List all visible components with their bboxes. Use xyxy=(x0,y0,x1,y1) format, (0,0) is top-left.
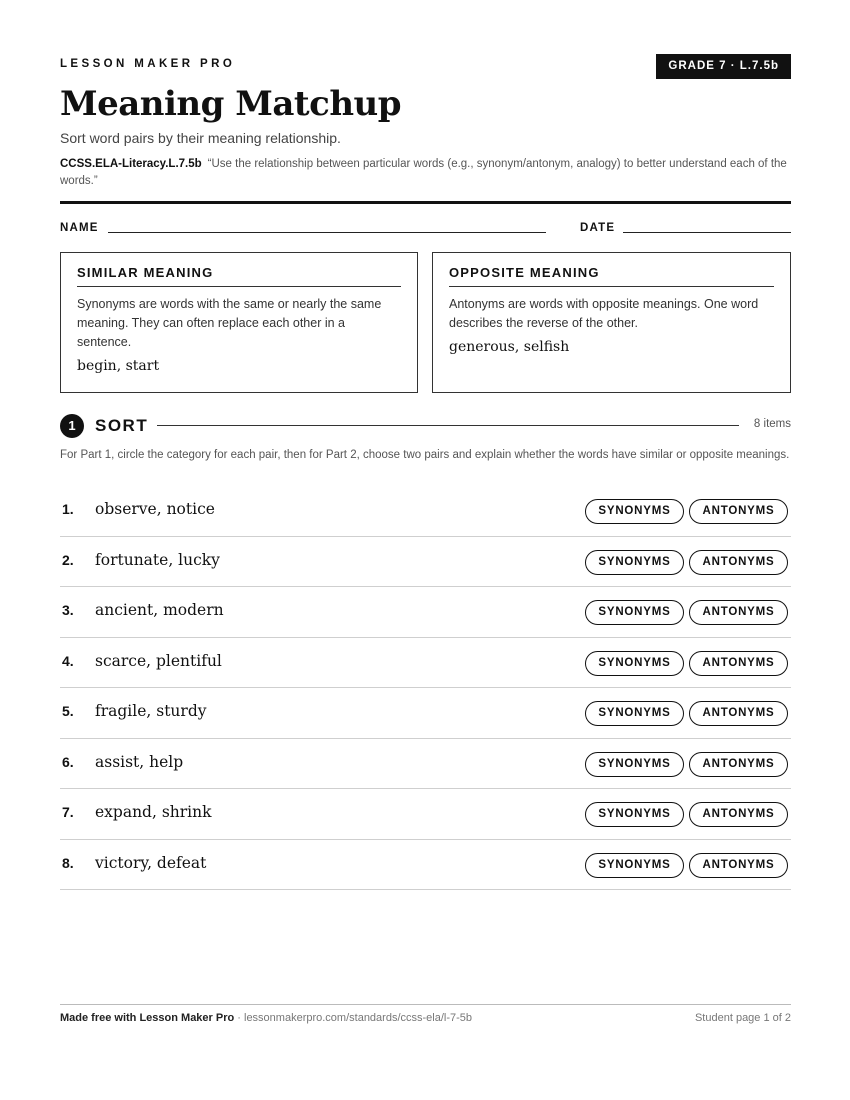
similar-meaning-title: SIMILAR MEANING xyxy=(77,265,401,287)
footer-url: · lessonmakerpro.com/standards/ccss-ela/l-7-5b xyxy=(234,1012,473,1024)
footer-credit xyxy=(60,1012,472,1024)
antonyms-option[interactable]: ANTONYMS xyxy=(689,651,788,676)
word-pair: ancient, modern xyxy=(95,601,224,619)
antonyms-option[interactable]: ANTONYMS xyxy=(689,499,788,524)
grade-badge: GRADE 7 · L.7.5b xyxy=(656,54,791,79)
word-pair: observe, notice xyxy=(95,500,215,518)
item-number: 4. xyxy=(62,652,74,669)
word-pair: fortunate, lucky xyxy=(95,550,220,569)
opposite-meaning-title: OPPOSITE MEANING xyxy=(449,265,774,287)
synonyms-option[interactable]: SYNONYMS xyxy=(585,600,684,625)
standard-text: “Use the relationship between particular words (e.g., synonym/antonym, analogy) to better understand each of the words.” xyxy=(60,158,787,187)
date-field[interactable] xyxy=(623,232,791,233)
item-number: 3. xyxy=(62,602,74,618)
word-pair: victory, defeat xyxy=(95,853,207,872)
synonyms-option[interactable]: SYNONYMS xyxy=(585,651,684,676)
item-number: 6. xyxy=(62,753,74,770)
page-subtitle: Sort word pairs by their meaning relationship. xyxy=(60,130,341,146)
list-item xyxy=(60,486,791,537)
word-pair: assist, help xyxy=(95,752,184,771)
antonyms-option[interactable]: ANTONYMS xyxy=(689,701,788,726)
section-number-badge: 1 xyxy=(60,414,84,438)
similar-meaning-example: begin, start xyxy=(77,358,160,374)
brand-name: LESSON MAKER PRO xyxy=(60,58,236,70)
name-field[interactable] xyxy=(108,232,546,233)
synonyms-option[interactable]: SYNONYMS xyxy=(585,802,684,827)
similar-meaning-box xyxy=(60,252,418,393)
word-pair: fragile, sturdy xyxy=(95,702,207,720)
item-number: 1. xyxy=(62,501,74,517)
word-pair: expand, shrink xyxy=(95,803,212,821)
footer-page-number: Student page 1 of 2 xyxy=(694,1012,791,1024)
list-item xyxy=(60,739,791,790)
antonyms-option[interactable]: ANTONYMS xyxy=(689,752,788,777)
opposite-meaning-box xyxy=(432,252,791,393)
synonyms-option[interactable]: SYNONYMS xyxy=(585,550,684,575)
antonyms-option[interactable]: ANTONYMS xyxy=(689,600,788,625)
worksheet-page xyxy=(60,0,791,1100)
standard-code: CCSS.ELA-Literacy.L.7.5b xyxy=(60,158,202,170)
word-pair: scarce, plentiful xyxy=(95,651,222,670)
item-number: 5. xyxy=(62,703,74,719)
item-number: 2. xyxy=(62,551,74,568)
antonyms-option[interactable]: ANTONYMS xyxy=(689,550,788,575)
date-label: DATE xyxy=(580,222,616,234)
footer-made-with: Made free with Lesson Maker Pro xyxy=(60,1012,235,1024)
list-item xyxy=(60,789,791,840)
synonyms-option[interactable]: SYNONYMS xyxy=(585,853,684,878)
synonyms-option[interactable]: SYNONYMS xyxy=(585,752,684,777)
standard-description xyxy=(60,156,791,190)
list-item xyxy=(60,537,791,588)
section-title: SORT xyxy=(95,416,149,435)
antonyms-option[interactable]: ANTONYMS xyxy=(689,802,788,827)
item-count: 8 items xyxy=(753,418,791,430)
opposite-meaning-example: generous, selfish xyxy=(449,339,570,355)
list-item xyxy=(60,587,791,638)
section-instructions: For Part 1, circle the category for each pair, then for Part 2, choose two pairs and explain whether the words have similar or opposite meanings. xyxy=(60,449,790,461)
item-number: 7. xyxy=(62,804,74,820)
synonyms-option[interactable]: SYNONYMS xyxy=(585,499,684,524)
page-title: Meaning Matchup xyxy=(60,84,402,124)
list-item xyxy=(60,840,791,891)
section-divider xyxy=(157,425,739,426)
list-item xyxy=(60,638,791,689)
name-label: NAME xyxy=(60,222,99,234)
footer-divider xyxy=(60,1004,791,1005)
similar-meaning-text: Synonyms are words with the same or nearly the same meaning. They can often replace each other in a sentence. xyxy=(77,297,382,349)
item-number: 8. xyxy=(62,854,74,871)
item-list xyxy=(60,486,791,890)
synonyms-option[interactable]: SYNONYMS xyxy=(585,701,684,726)
header-divider xyxy=(60,201,791,204)
antonyms-option[interactable]: ANTONYMS xyxy=(689,853,788,878)
opposite-meaning-text: Antonyms are words with opposite meanings. One word describes the reverse of the other. xyxy=(449,297,759,330)
list-item xyxy=(60,688,791,739)
